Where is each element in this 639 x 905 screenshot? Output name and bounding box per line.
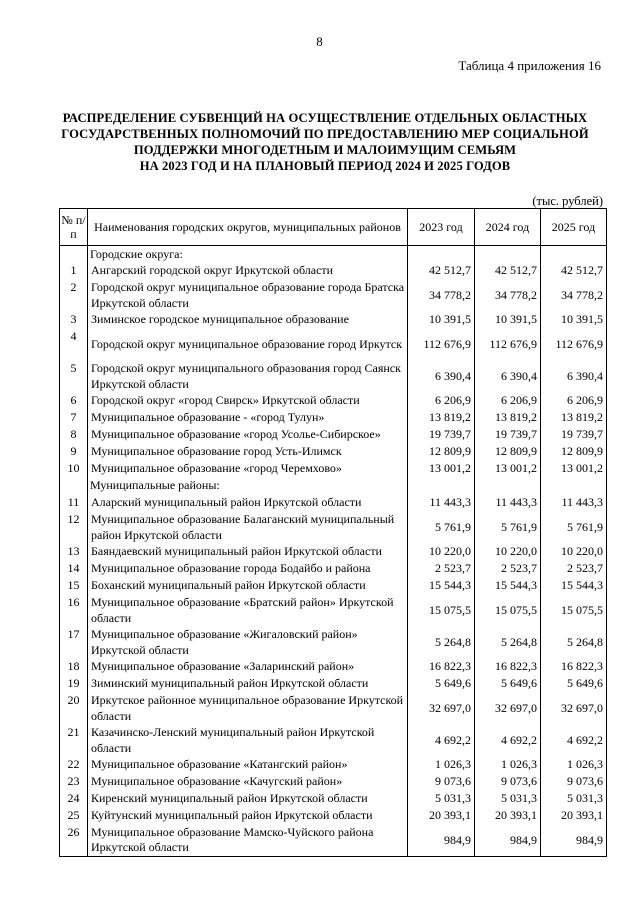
value-2023: 10 391,5: [408, 312, 475, 329]
value-2025: 11 443,3: [541, 495, 607, 512]
value-2023: 42 512,7: [408, 263, 475, 280]
header-number: № п/п: [60, 209, 88, 246]
row-number: 15: [60, 578, 88, 595]
value-2024: 112 676,9: [475, 329, 541, 361]
row-number: 26: [60, 825, 88, 857]
municipality-name: Муниципальное образование «Братский район» Иркутской области: [88, 595, 408, 627]
municipality-name: Ангарский городской округ Иркутской области: [88, 263, 408, 280]
row-number: 20: [60, 693, 88, 725]
table-row: [60, 561, 607, 578]
table-row: [60, 329, 607, 361]
municipality-name: Муниципальное образование «Жигаловский район» Иркутской области: [88, 627, 408, 659]
value-2025: 6 206,9: [541, 393, 607, 410]
subsidies-table: [59, 208, 607, 857]
value-2024: 10 391,5: [475, 312, 541, 329]
empty-value-cell: [475, 246, 541, 263]
municipality-name: Муниципальное образование «город Усолье-Сибирское»: [88, 427, 408, 444]
table-row: [60, 693, 607, 725]
value-2025: 5 761,9: [541, 512, 607, 544]
value-2024: 5 264,8: [475, 627, 541, 659]
section-title: Городские округа:: [88, 246, 408, 263]
value-2024: 5 031,3: [475, 791, 541, 808]
row-number: 22: [60, 757, 88, 774]
value-2023: 5 264,8: [408, 627, 475, 659]
value-2025: 10 220,0: [541, 544, 607, 561]
table-row: [60, 791, 607, 808]
title-line: ГОСУДАРСТВЕННЫХ ПОЛНОМОЧИЙ ПО ПРЕДОСТАВЛЕНИЮ МЕР СОЦИАЛЬНОЙ: [61, 127, 589, 141]
row-number: 18: [60, 659, 88, 676]
header-2024: 2024 год: [475, 209, 541, 246]
municipality-name: Муниципальное образование «город Черемхово»: [88, 461, 408, 478]
table-row: [60, 544, 607, 561]
municipality-name: Аларский муниципальный район Иркутской области: [88, 495, 408, 512]
value-2023: 2 523,7: [408, 561, 475, 578]
municipality-name: Казачинско-Ленский муниципальный район Иркутской области: [88, 725, 408, 757]
section-number-cell: [60, 478, 88, 495]
row-number: 1: [60, 263, 88, 280]
municipality-name: Муниципальное образование Мамско-Чуйского района Иркутской области: [88, 825, 408, 857]
value-2023: 6 390,4: [408, 361, 475, 393]
table-row: [60, 595, 607, 627]
municipality-name: Муниципальное образование города Бодайбо и района: [88, 561, 408, 578]
title-line: РАСПРЕДЕЛЕНИЕ СУБВЕНЦИЙ НА ОСУЩЕСТВЛЕНИЕ ОТДЕЛЬНЫХ ОБЛАСТНЫХ: [62, 111, 588, 125]
row-number: 8: [60, 427, 88, 444]
municipality-name: Городской округ муниципальное образование город Иркутск: [88, 329, 408, 361]
table-row: [60, 676, 607, 693]
section-number-cell: [60, 246, 88, 263]
municipality-name: Киренский муниципальный район Иркутской области: [88, 791, 408, 808]
table-row: [60, 427, 607, 444]
row-number: 17: [60, 627, 88, 659]
row-number: 12: [60, 512, 88, 544]
title-line: ПОДДЕРЖКИ МНОГОДЕТНЫМ И МАЛОИМУЩИМ СЕМЬЯМ: [133, 143, 517, 157]
table-row: [60, 393, 607, 410]
value-2025: 112 676,9: [541, 329, 607, 361]
value-2024: 1 026,3: [475, 757, 541, 774]
value-2024: 984,9: [475, 825, 541, 857]
table-reference: Таблица 4 приложения 16: [458, 58, 601, 73]
row-number: 23: [60, 774, 88, 791]
value-2023: 5 649,6: [408, 676, 475, 693]
value-2023: 11 443,3: [408, 495, 475, 512]
value-2025: 9 073,6: [541, 774, 607, 791]
value-2024: 5 649,6: [475, 676, 541, 693]
value-2025: 12 809,9: [541, 444, 607, 461]
header-name: Наименования городских округов, муниципальных районов: [88, 209, 408, 246]
value-2025: 42 512,7: [541, 263, 607, 280]
value-2023: 112 676,9: [408, 329, 475, 361]
document-title: [40, 110, 610, 174]
empty-value-cell: [408, 478, 475, 495]
value-2025: 15 544,3: [541, 578, 607, 595]
table-row: [60, 757, 607, 774]
page-number: 8: [316, 34, 323, 49]
value-2023: 12 809,9: [408, 444, 475, 461]
value-2024: 15 075,5: [475, 595, 541, 627]
value-2025: 13 001,2: [541, 461, 607, 478]
row-number: 21: [60, 725, 88, 757]
row-number: 5: [60, 361, 88, 393]
value-2023: 34 778,2: [408, 280, 475, 312]
value-2023: 16 822,3: [408, 659, 475, 676]
value-2024: 16 822,3: [475, 659, 541, 676]
value-2024: 42 512,7: [475, 263, 541, 280]
value-2025: 10 391,5: [541, 312, 607, 329]
municipality-name: Муниципальное образование - «город Тулун»: [88, 410, 408, 427]
value-2025: 2 523,7: [541, 561, 607, 578]
table-row: [60, 627, 607, 659]
value-2024: 4 692,2: [475, 725, 541, 757]
table-row: [60, 461, 607, 478]
section-title: Муниципальные районы:: [88, 478, 408, 495]
value-2023: 20 393,1: [408, 808, 475, 825]
table-row: [60, 825, 607, 857]
municipality-name: Городской округ муниципального образования город Саянск Иркутской области: [88, 361, 408, 393]
value-2023: 13 001,2: [408, 461, 475, 478]
table-row: [60, 512, 607, 544]
value-2025: 34 778,2: [541, 280, 607, 312]
section-row: [60, 246, 607, 263]
row-number: 2: [60, 280, 88, 312]
value-2024: 20 393,1: [475, 808, 541, 825]
table-row: [60, 725, 607, 757]
value-2024: 15 544,3: [475, 578, 541, 595]
value-2023: 32 697,0: [408, 693, 475, 725]
value-2025: 5 264,8: [541, 627, 607, 659]
municipality-name: Городской округ муниципальное образование города Братска Иркутской области: [88, 280, 408, 312]
value-2024: 6 206,9: [475, 393, 541, 410]
row-number: 25: [60, 808, 88, 825]
value-2025: 19 739,7: [541, 427, 607, 444]
value-2025: 15 075,5: [541, 595, 607, 627]
value-2025: 32 697,0: [541, 693, 607, 725]
value-2025: 4 692,2: [541, 725, 607, 757]
value-2024: 13 819,2: [475, 410, 541, 427]
section-row: [60, 478, 607, 495]
value-2023: 9 073,6: [408, 774, 475, 791]
row-number: 24: [60, 791, 88, 808]
empty-value-cell: [541, 246, 607, 263]
row-number: 13: [60, 544, 88, 561]
empty-value-cell: [408, 246, 475, 263]
value-2023: 6 206,9: [408, 393, 475, 410]
row-number: 4: [60, 329, 88, 361]
municipality-name: Куйтунский муниципальный район Иркутской области: [88, 808, 408, 825]
value-2024: 34 778,2: [475, 280, 541, 312]
value-2025: 1 026,3: [541, 757, 607, 774]
row-number: 11: [60, 495, 88, 512]
table-header-row: [60, 209, 607, 246]
value-2023: 15 544,3: [408, 578, 475, 595]
header-2025: 2025 год: [541, 209, 607, 246]
value-2024: 2 523,7: [475, 561, 541, 578]
value-2024: 10 220,0: [475, 544, 541, 561]
value-2025: 5 649,6: [541, 676, 607, 693]
municipality-name: Муниципальное образование Балаганский муниципальный район Иркутской области: [88, 512, 408, 544]
row-number: 7: [60, 410, 88, 427]
value-2025: 6 390,4: [541, 361, 607, 393]
value-2023: 984,9: [408, 825, 475, 857]
table-row: [60, 808, 607, 825]
value-2025: 16 822,3: [541, 659, 607, 676]
value-2023: 13 819,2: [408, 410, 475, 427]
municipality-name: Боханский муниципальный район Иркутской области: [88, 578, 408, 595]
table-row: [60, 444, 607, 461]
table-row: [60, 263, 607, 280]
value-2024: 5 761,9: [475, 512, 541, 544]
municipality-name: Зиминское городское муниципальное образование: [88, 312, 408, 329]
table-row: [60, 280, 607, 312]
value-2025: 5 031,3: [541, 791, 607, 808]
value-2024: 19 739,7: [475, 427, 541, 444]
municipality-name: Муниципальное образование «Заларинский район»: [88, 659, 408, 676]
value-2024: 32 697,0: [475, 693, 541, 725]
row-number: 10: [60, 461, 88, 478]
value-2023: 5 761,9: [408, 512, 475, 544]
municipality-name: Городской округ «город Свирск» Иркутской области: [88, 393, 408, 410]
value-2023: 19 739,7: [408, 427, 475, 444]
row-number: 9: [60, 444, 88, 461]
row-number: 16: [60, 595, 88, 627]
row-number: 3: [60, 312, 88, 329]
value-2024: 12 809,9: [475, 444, 541, 461]
value-2023: 15 075,5: [408, 595, 475, 627]
value-2024: 11 443,3: [475, 495, 541, 512]
header-2023: 2023 год: [408, 209, 475, 246]
value-2023: 4 692,2: [408, 725, 475, 757]
table-row: [60, 361, 607, 393]
row-number: 19: [60, 676, 88, 693]
municipality-name: Иркутское районное муниципальное образование Иркутской области: [88, 693, 408, 725]
table-row: [60, 774, 607, 791]
municipality-name: Баяндаевский муниципальный район Иркутской области: [88, 544, 408, 561]
value-2023: 5 031,3: [408, 791, 475, 808]
municipality-name: Муниципальное образование «Качугский район»: [88, 774, 408, 791]
value-2024: 6 390,4: [475, 361, 541, 393]
municipality-name: Муниципальное образование «Катангский район»: [88, 757, 408, 774]
value-2024: 13 001,2: [475, 461, 541, 478]
value-2023: 1 026,3: [408, 757, 475, 774]
table-body: [60, 246, 607, 857]
unit-label: (тыс. рублей): [532, 194, 603, 208]
table-row: [60, 495, 607, 512]
title-line: НА 2023 ГОД И НА ПЛАНОВЫЙ ПЕРИОД 2024 И 2025 ГОДОВ: [139, 159, 511, 173]
table-row: [60, 578, 607, 595]
table-row: [60, 659, 607, 676]
row-number: 6: [60, 393, 88, 410]
value-2023: 10 220,0: [408, 544, 475, 561]
row-number: 14: [60, 561, 88, 578]
municipality-name: Зиминский муниципальный район Иркутской области: [88, 676, 408, 693]
table-row: [60, 312, 607, 329]
empty-value-cell: [475, 478, 541, 495]
value-2025: 984,9: [541, 825, 607, 857]
value-2025: 20 393,1: [541, 808, 607, 825]
value-2024: 9 073,6: [475, 774, 541, 791]
value-2025: 13 819,2: [541, 410, 607, 427]
table-row: [60, 410, 607, 427]
empty-value-cell: [541, 478, 607, 495]
municipality-name: Муниципальное образование город Усть-Илимск: [88, 444, 408, 461]
